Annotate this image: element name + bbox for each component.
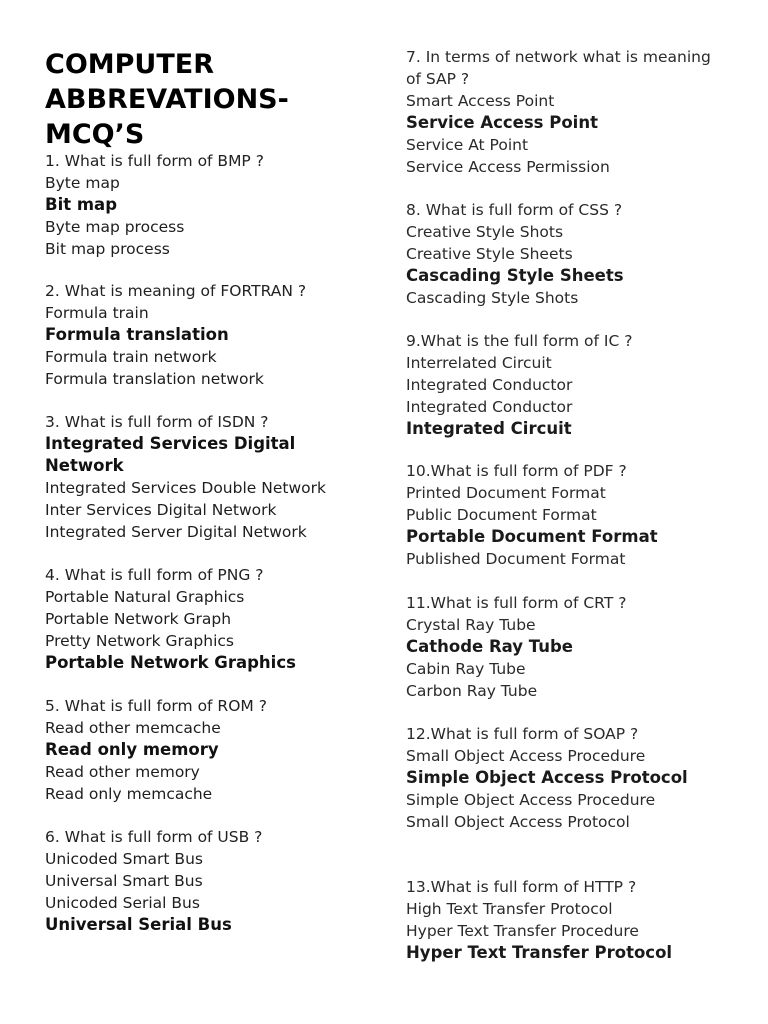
- answer-option: Published Document Format: [406, 550, 626, 568]
- correct-answer: Formula translation: [45, 325, 229, 344]
- correct-answer: Cascading Style Sheets: [406, 266, 624, 285]
- question-block: [45, 564, 375, 674]
- answer-option: Interrelated Circuit: [406, 354, 552, 372]
- answer-option: High Text Transfer Protocol: [406, 900, 613, 918]
- answer-option: Creative Style Shots: [406, 223, 564, 241]
- question-block: [45, 826, 375, 936]
- answer-option: Byte map: [45, 174, 120, 192]
- question-text: 1. What is full form of BMP ?: [45, 152, 264, 170]
- question-block: [406, 330, 751, 440]
- correct-answer: Service Access Point: [406, 113, 598, 132]
- correct-answer: Portable Document Format: [406, 527, 658, 546]
- question-text: 8. What is full form of CSS ?: [406, 201, 623, 219]
- correct-answer: Portable Network Graphics: [45, 653, 296, 672]
- question-block: [406, 876, 751, 964]
- answer-option: Integrated Conductor: [406, 376, 573, 394]
- answer-option: Portable Network Graph: [45, 610, 232, 628]
- answer-option: Hyper Text Transfer Procedure: [406, 922, 639, 940]
- answer-option: Cabin Ray Tube: [406, 660, 526, 678]
- question-text: 7. In terms of network what is meaning of SAP ?: [406, 48, 711, 88]
- answer-option: Bit map process: [45, 240, 170, 258]
- answer-option: Read only memcache: [45, 785, 213, 803]
- question-block: [406, 592, 751, 702]
- page-title: COMPUTER ABBREVATIONS-MCQ’S: [45, 49, 289, 150]
- answer-option: Small Object Access Protocol: [406, 813, 630, 831]
- answer-option: Universal Smart Bus: [45, 872, 203, 890]
- answer-option: Cascading Style Shots: [406, 289, 579, 307]
- answer-option: Integrated Server Digital Network: [45, 523, 307, 541]
- answer-option: Integrated Conductor: [406, 398, 573, 416]
- answer-option: Integrated Services Double Network: [45, 479, 326, 497]
- question-text: 5. What is full form of ROM ?: [45, 697, 267, 715]
- answer-option: Unicoded Smart Bus: [45, 850, 203, 868]
- question-text: 4. What is full form of PNG ?: [45, 566, 264, 584]
- question-text: 2. What is meaning of FORTRAN ?: [45, 282, 307, 300]
- question-block: [45, 150, 375, 260]
- answer-option: Byte map process: [45, 218, 185, 236]
- question-block: [406, 460, 751, 570]
- question-block: [406, 46, 751, 178]
- answer-option: Formula train network: [45, 348, 217, 366]
- answer-option: Service At Point: [406, 136, 529, 154]
- correct-answer: Integrated Circuit: [406, 419, 572, 438]
- question-block: [45, 695, 375, 805]
- answer-option: Pretty Network Graphics: [45, 632, 234, 650]
- answer-option: Carbon Ray Tube: [406, 682, 538, 700]
- answer-option: Read other memory: [45, 763, 200, 781]
- correct-answer: Simple Object Access Protocol: [406, 768, 688, 787]
- answer-option: Formula train: [45, 304, 149, 322]
- answer-option: Small Object Access Procedure: [406, 747, 646, 765]
- answer-option: Smart Access Point: [406, 92, 555, 110]
- question-text: 12.What is full form of SOAP ?: [406, 725, 639, 743]
- question-text: 3. What is full form of ISDN ?: [45, 413, 269, 431]
- question-block: [406, 723, 751, 833]
- correct-answer: Bit map: [45, 195, 118, 214]
- question-text: 9.What is the full form of IC ?: [406, 332, 633, 350]
- answer-option: Portable Natural Graphics: [45, 588, 245, 606]
- correct-answer: Integrated Services Digital Network: [45, 434, 296, 475]
- question-block: [45, 280, 375, 390]
- correct-answer: Hyper Text Transfer Protocol: [406, 943, 673, 962]
- question-text: 10.What is full form of PDF ?: [406, 462, 627, 480]
- answer-option: Simple Object Access Procedure: [406, 791, 656, 809]
- correct-answer: Cathode Ray Tube: [406, 637, 573, 656]
- correct-answer: Universal Serial Bus: [45, 915, 232, 934]
- question-block: [406, 199, 751, 309]
- question-text: 13.What is full form of HTTP ?: [406, 878, 637, 896]
- answer-option: Public Document Format: [406, 506, 597, 524]
- answer-option: Printed Document Format: [406, 484, 606, 502]
- answer-option: Crystal Ray Tube: [406, 616, 536, 634]
- question-block: [45, 411, 375, 543]
- answer-option: Service Access Permission: [406, 158, 610, 176]
- answer-option: Inter Services Digital Network: [45, 501, 277, 519]
- answer-option: Read other memcache: [45, 719, 221, 737]
- question-text: 6. What is full form of USB ?: [45, 828, 263, 846]
- question-text: 11.What is full form of CRT ?: [406, 594, 627, 612]
- correct-answer: Read only memory: [45, 740, 219, 759]
- answer-option: Formula translation network: [45, 370, 264, 388]
- answer-option: Unicoded Serial Bus: [45, 894, 200, 912]
- answer-option: Creative Style Sheets: [406, 245, 573, 263]
